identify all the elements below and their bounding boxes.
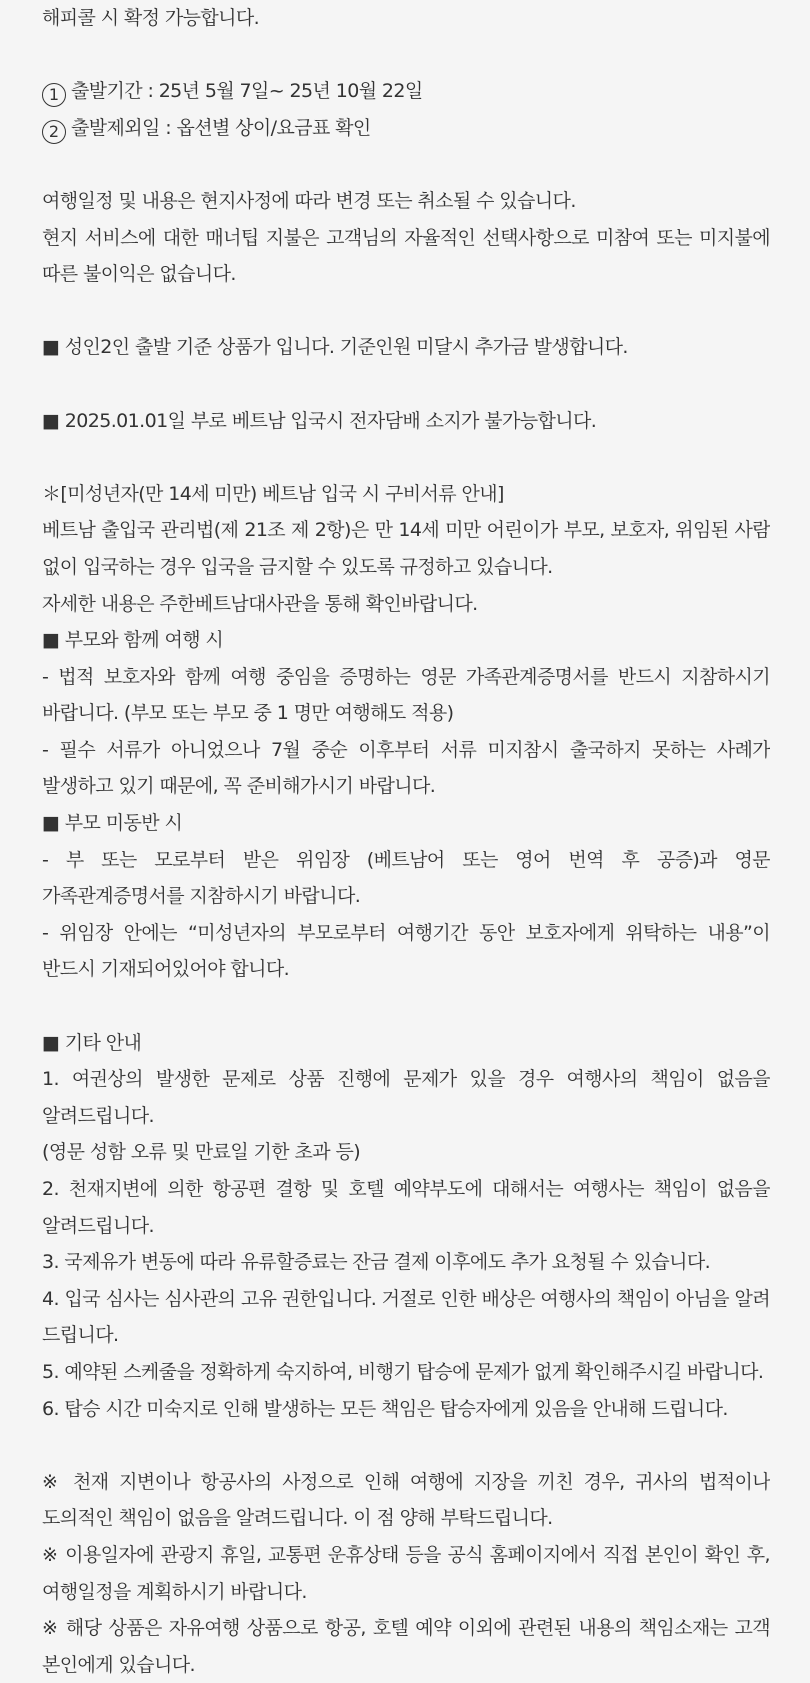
notice-line: 6. 탑승 시간 미숙지로 인해 발생하는 모든 책임은 탑승자에게 있음을 안내해 드립니다. [42, 1397, 728, 1420]
spacer [42, 146, 770, 183]
notice-line: - 법적 보호자와 함께 여행 중임을 증명하는 영문 가족관계증명서를 반드시 지참하시기 [42, 665, 770, 688]
notice-line: 반드시 기재되어있어야 합니다. [42, 958, 290, 981]
notice-line: 알려드립니다. [42, 1104, 154, 1127]
notice-line: 발생하고 있기 때문에, 꼭 준비해가시기 바랍니다. [42, 775, 436, 798]
departure-period-text: 출발기간 : 25년 5월 7일~ 25년 10월 22일 [71, 80, 423, 103]
spacer [42, 988, 770, 1025]
spacer [42, 293, 770, 330]
section-heading-minor-entry: ＊[미성년자(만 14세 미만) 베트남 입국 시 구비서류 안내] [42, 482, 504, 505]
notice-line: 여행일정을 계획하시기 바랍니다. [42, 1580, 307, 1603]
notice-line: 드립니다. [42, 1324, 119, 1347]
notice-line: ■ 성인2인 출발 기준 상품가 입니다. 기준인원 미달시 추가금 발생합니다. [42, 336, 628, 359]
notice-line: 4. 입국 심사는 심사관의 고유 권한입니다. 거절로 인한 배상은 여행사의 책임이 아님을 알려 [42, 1287, 770, 1310]
circled-number-badge: 1 [42, 83, 66, 107]
notice-line: 3. 국제유가 변동에 따라 유류할증료는 잔금 결제 이후에도 추가 요청될 수 있습니다. [42, 1251, 711, 1274]
excluded-dates-line [42, 110, 770, 147]
notice-line: ※ 천재 지변이나 항공사의 사정으로 인해 여행에 지장을 끼친 경우, 귀사의 법적이나 [42, 1470, 770, 1493]
notice-content [42, 0, 770, 1683]
notice-line: 알려드립니다. [42, 1214, 154, 1237]
excluded-dates-text: 출발제외일 : 옵션별 상이/요금표 확인 [71, 116, 371, 139]
section-heading-other-info: ■ 기타 안내 [42, 1031, 142, 1054]
notice-line: ※ 해당 상품은 자유여행 상품으로 항공, 호텔 예약 이외에 관련된 내용의 책임소재는 고객 [42, 1617, 770, 1640]
section-heading-with-parents: ■ 부모와 함께 여행 시 [42, 629, 224, 652]
notice-line: 해피콜 시 확정 가능합니다. [42, 7, 260, 29]
spacer [42, 439, 770, 476]
notice-line: - 부 또는 모로부터 받은 위임장 (베트남어 또는 영어 번역 후 공증)과 영문 [42, 848, 770, 871]
notice-line: - 위임장 안에는 “미성년자의 부모로부터 여행기간 동안 보호자에게 위탁하는 내용”이 [42, 921, 770, 944]
notice-line: ■ 2025.01.01일 부로 베트남 입국시 전자담배 소지가 불가능합니다. [42, 409, 597, 432]
circled-number-badge: 2 [42, 120, 66, 144]
notice-line: 도의적인 책임이 없음을 알려드립니다. 이 점 양해 부탁드립니다. [42, 1507, 553, 1530]
spacer [42, 366, 770, 403]
notice-line: 가족관계증명서를 지참하시기 바랍니다. [42, 885, 361, 908]
notice-line: 자세한 내용은 주한베트남대사관을 통해 확인바랍니다. [42, 592, 478, 615]
notice-line: 여행일정 및 내용은 현지사정에 따라 변경 또는 취소될 수 있습니다. [42, 189, 576, 212]
notice-line: 본인에게 있습니다. [42, 1653, 195, 1676]
spacer [42, 37, 770, 74]
spacer [42, 1427, 770, 1464]
notice-line: 베트남 출입국 관리법(제 21조 제 2항)은 만 14세 미만 어린이가 부모, 보호자, 위임된 사람 [42, 519, 770, 542]
section-heading-without-parents: ■ 부모 미동반 시 [42, 812, 183, 835]
notice-line: - 필수 서류가 아니었으나 7월 중순 이후부터 서류 미지참시 출국하지 못하는 사례가 [42, 738, 770, 761]
notice-line: 2. 천재지변에 의한 항공편 결항 및 호텔 예약부도에 대해서는 여행사는 책임이 없음을 [42, 1178, 770, 1200]
notice-line: 1. 여권상의 발생한 문제로 상품 진행에 문제가 있을 경우 여행사의 책임이 없음을 [42, 1068, 770, 1091]
notice-line: 따른 불이익은 없습니다. [42, 263, 236, 286]
notice-line: ※ 이용일자에 관광지 휴일, 교통편 운휴상태 등을 공식 홈페이지에서 직접 본인이 확인 후, [42, 1543, 770, 1566]
notice-line: 현지 서비스에 대한 매너팁 지불은 고객님의 자율적인 선택사항으로 미참여 또는 미지불에 [42, 226, 770, 249]
notice-line: 바랍니다. (부모 또는 부모 중 1 명만 여행해도 적용) [42, 702, 454, 725]
notice-line: 5. 예약된 스케줄을 정확하게 숙지하여, 비행기 탑승에 문제가 없게 확인해주시길 바랍니다. [42, 1360, 764, 1383]
notice-line: (영문 성함 오류 및 만료일 기한 초과 등) [42, 1141, 361, 1164]
departure-period-line [42, 73, 770, 110]
notice-line: 없이 입국하는 경우 입국을 금지할 수 있도록 규정하고 있습니다. [42, 555, 553, 578]
